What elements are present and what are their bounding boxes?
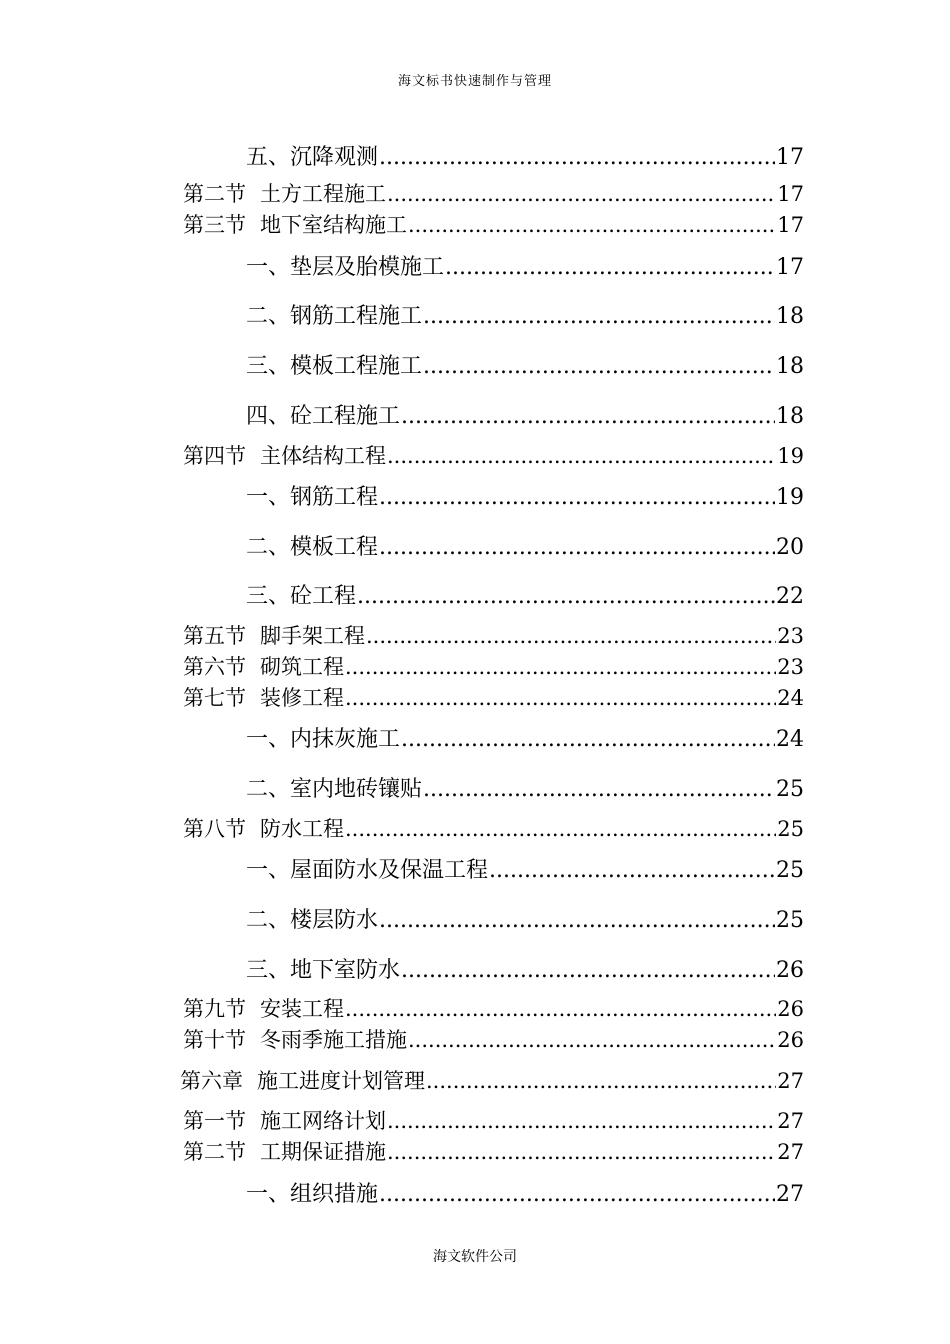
toc-entry[interactable] — [246, 480, 804, 511]
toc-leader-dots — [387, 182, 776, 206]
toc-leader-dots — [426, 1069, 776, 1093]
toc-entry[interactable] — [180, 1065, 804, 1095]
toc-entry-page: 17 — [776, 145, 804, 170]
toc-entry[interactable] — [183, 1136, 804, 1166]
toc-entry-title: 钢筋工程 — [290, 485, 379, 510]
toc-entry-number: 二、 — [246, 304, 291, 329]
toc-entry-title: 施工网络计划 — [260, 1109, 386, 1133]
toc-leader-dots — [408, 213, 776, 237]
toc-leader-dots — [401, 958, 775, 983]
toc-entry[interactable] — [183, 1105, 804, 1135]
toc-leader-dots — [345, 997, 776, 1021]
toc-entry-number: 二、 — [246, 908, 291, 933]
toc-entry-title: 模板工程 — [290, 535, 379, 560]
toc-entry-page: 27 — [777, 1140, 804, 1164]
toc-entry-title: 冬雨季施工措施 — [260, 1028, 407, 1052]
toc-leader-dots — [366, 624, 776, 648]
toc-entry-title: 楼层防水 — [290, 908, 379, 933]
toc-entry-title: 装修工程 — [260, 686, 344, 710]
toc-entry-number: 第七节 — [183, 686, 246, 710]
toc-leader-dots — [345, 655, 776, 679]
toc-entry[interactable] — [246, 1177, 804, 1208]
toc-entry-number: 第八节 — [183, 817, 246, 841]
toc-entry[interactable] — [183, 620, 804, 650]
toc-entry-number: 二、 — [246, 535, 291, 560]
toc-entry-number: 第三节 — [183, 213, 246, 237]
toc-entry-number: 三、 — [246, 354, 291, 379]
toc-entry[interactable] — [183, 178, 804, 208]
toc-leader-dots — [489, 858, 775, 883]
toc-entry-page: 18 — [776, 354, 804, 379]
toc-entry-title: 土方工程施工 — [260, 182, 386, 206]
toc-entry-title: 地下室结构施工 — [260, 213, 407, 237]
toc-entry-title: 沉降观测 — [290, 145, 379, 170]
toc-entry-number: 二、 — [246, 777, 291, 802]
toc-entry-title: 屋面防水及保温工程 — [290, 858, 489, 883]
toc-entry-title: 脚手架工程 — [260, 624, 365, 648]
toc-entry-page: 25 — [776, 908, 804, 933]
toc-entry[interactable] — [183, 209, 804, 239]
toc-leader-dots — [357, 584, 775, 609]
toc-entry-page: 27 — [777, 1069, 804, 1093]
toc-entry[interactable] — [246, 530, 804, 561]
toc-entry-page: 23 — [777, 624, 804, 648]
toc-entry[interactable] — [183, 993, 804, 1023]
toc-entry[interactable] — [246, 953, 804, 984]
toc-entry-title: 垫层及胎模施工 — [290, 255, 445, 280]
toc-leader-dots — [379, 485, 775, 510]
toc-entry-number: 四、 — [246, 404, 291, 429]
toc-entry-page: 27 — [777, 1109, 804, 1133]
toc-entry-page: 19 — [777, 444, 804, 468]
toc-entry-number: 第十节 — [183, 1028, 246, 1052]
toc-entry[interactable] — [246, 772, 804, 803]
toc-entry-title: 砼工程 — [290, 584, 357, 609]
toc-entry-page: 24 — [777, 686, 804, 710]
toc-entry-number: 第四节 — [183, 444, 246, 468]
toc-entry-number: 五、 — [246, 145, 291, 170]
toc-leader-dots — [423, 304, 775, 329]
toc-entry[interactable] — [183, 813, 804, 843]
toc-leader-dots — [387, 1140, 776, 1164]
toc-leader-dots — [445, 255, 775, 280]
toc-entry-title: 内抹灰施工 — [290, 727, 401, 752]
toc-entry[interactable] — [183, 1024, 804, 1054]
toc-entry-number: 一、 — [246, 255, 291, 280]
toc-leader-dots — [423, 354, 775, 379]
toc-entry-page: 18 — [776, 304, 804, 329]
toc-entry[interactable] — [246, 853, 804, 884]
toc-entry-page: 26 — [776, 958, 804, 983]
toc-entry-page: 27 — [776, 1182, 804, 1207]
toc-entry-title: 砌筑工程 — [260, 655, 344, 679]
toc-leader-dots — [379, 1182, 775, 1207]
toc-entry-page: 26 — [777, 997, 804, 1021]
toc-entry-page: 22 — [776, 584, 804, 609]
toc-entry-title: 施工进度计划管理 — [257, 1069, 425, 1093]
toc-entry-title: 模板工程施工 — [290, 354, 423, 379]
toc-entry-page: 25 — [776, 858, 804, 883]
toc-entry-number: 第六节 — [183, 655, 246, 679]
toc-entry[interactable] — [183, 682, 804, 712]
page-footer: 海文软件公司 — [433, 1249, 517, 1265]
toc-leader-dots — [379, 145, 775, 170]
toc-entry[interactable] — [246, 299, 804, 330]
toc-entry-page: 17 — [777, 182, 804, 206]
toc-entry-title: 防水工程 — [260, 817, 344, 841]
toc-entry-page: 19 — [776, 485, 804, 510]
toc-entry-page: 17 — [776, 255, 804, 280]
toc-entry-page: 18 — [776, 404, 804, 429]
toc-entry-number: 一、 — [246, 485, 291, 510]
page-header: 海文标书快速制作与管理 — [397, 74, 552, 89]
toc-entry[interactable] — [246, 250, 804, 281]
toc-entry[interactable] — [246, 399, 804, 430]
toc-leader-dots — [379, 535, 775, 560]
toc-entry[interactable] — [246, 349, 804, 380]
toc-entry-number: 一、 — [246, 1182, 291, 1207]
toc-leader-dots — [408, 1028, 776, 1052]
toc-entry-title: 钢筋工程施工 — [290, 304, 423, 329]
toc-entry-number: 第五节 — [183, 624, 246, 648]
toc-entry-page: 25 — [777, 817, 804, 841]
toc-entry-page: 17 — [777, 213, 804, 237]
toc-entry[interactable] — [183, 440, 804, 470]
toc-entry-number: 第二节 — [183, 182, 246, 206]
toc-entry-title: 主体结构工程 — [260, 444, 386, 468]
toc-leader-dots — [379, 908, 775, 933]
toc-leader-dots — [401, 404, 775, 429]
toc-entry[interactable] — [246, 722, 804, 753]
toc-entry-title: 砼工程施工 — [290, 404, 401, 429]
toc-entry-page: 24 — [776, 727, 804, 752]
toc-leader-dots — [423, 777, 775, 802]
toc-entry-number: 一、 — [246, 727, 291, 752]
toc-entry-number: 三、 — [246, 584, 291, 609]
toc-entry-page: 26 — [777, 1028, 804, 1052]
toc-entry-title: 室内地砖镶贴 — [290, 777, 423, 802]
toc-entry-page: 23 — [777, 655, 804, 679]
toc-entry-number: 一、 — [246, 858, 291, 883]
toc-entry-number: 第六章 — [180, 1069, 243, 1093]
toc-leader-dots — [387, 1109, 776, 1133]
toc-leader-dots — [345, 817, 776, 841]
toc-entry[interactable] — [246, 579, 804, 610]
toc-entry[interactable] — [246, 140, 804, 171]
toc-entry-title: 工期保证措施 — [260, 1140, 386, 1164]
toc-entry-number: 第二节 — [183, 1140, 246, 1164]
toc-entry-title: 安装工程 — [260, 997, 344, 1021]
toc-entry[interactable] — [246, 903, 804, 934]
toc-leader-dots — [345, 686, 776, 710]
toc-leader-dots — [387, 444, 776, 468]
toc-entry-title: 组织措施 — [290, 1182, 379, 1207]
toc-entry-number: 三、 — [246, 958, 291, 983]
toc-entry-page: 25 — [776, 777, 804, 802]
toc-entry-page: 20 — [776, 535, 804, 560]
toc-entry[interactable] — [183, 651, 804, 681]
toc-leader-dots — [401, 727, 775, 752]
toc-entry-number: 第九节 — [183, 997, 246, 1021]
toc-entry-title: 地下室防水 — [290, 958, 401, 983]
toc-entry-number: 第一节 — [183, 1109, 246, 1133]
